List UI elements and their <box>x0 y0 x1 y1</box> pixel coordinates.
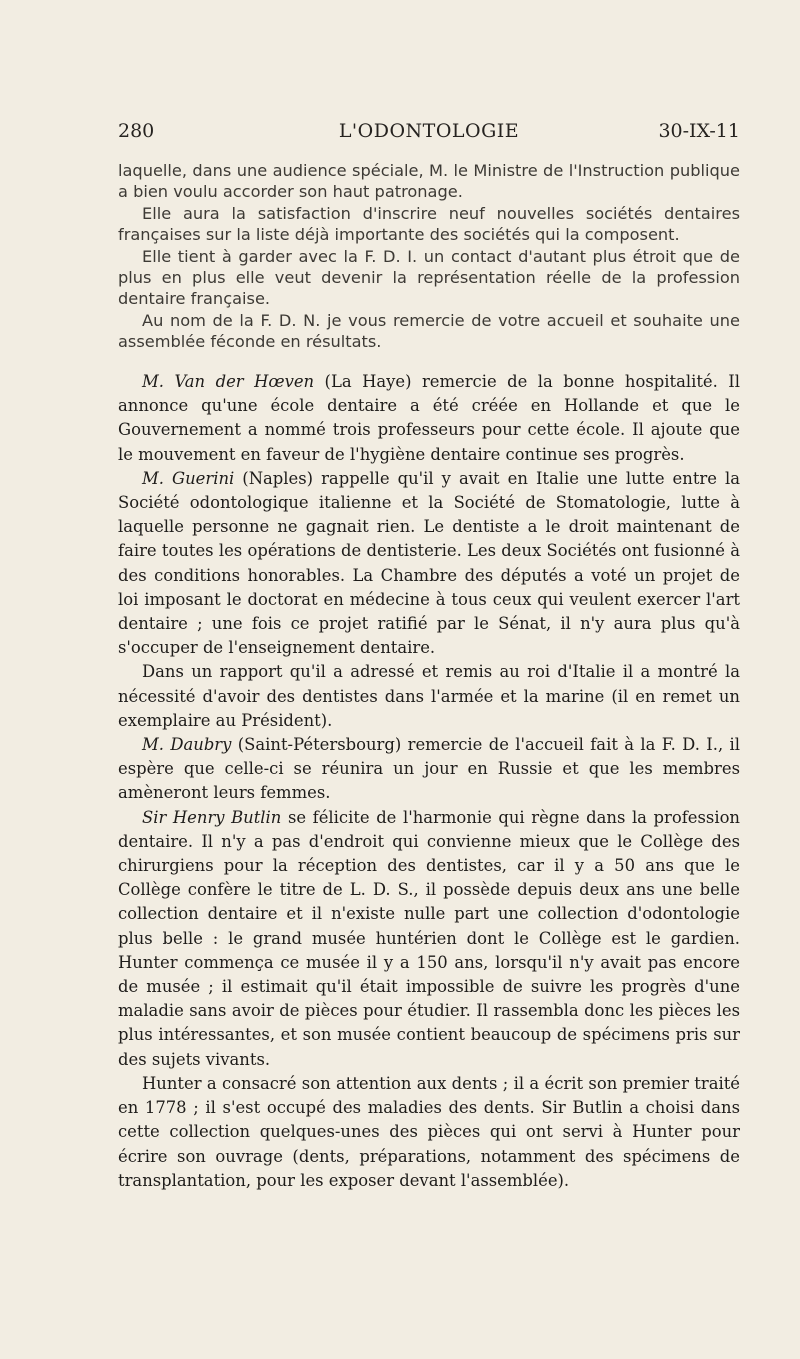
letter-closing-section <box>118 160 740 353</box>
paragraph: laquelle, dans une audience spéciale, M. le Ministre de l'Instruction publique a bien voulu accorder son haut patronage. <box>118 161 740 202</box>
speaker-name: M. Van der Hœven <box>142 372 315 391</box>
issue-reference: 30-IX-11 <box>658 120 740 142</box>
journal-title: L'ODONTOLOGIE <box>338 120 520 142</box>
paragraph: Au nom de la F. D. N. je vous remercie de votre accueil et souhaite une assemblée féconde en résultats. <box>118 310 740 352</box>
running-header <box>118 120 740 146</box>
speaker-name: Sir Henry Butlin <box>142 807 282 827</box>
speech-paragraph <box>118 1072 740 1193</box>
speech-paragraph <box>118 733 740 806</box>
speech-paragraph <box>118 660 740 733</box>
page-number: 280 <box>118 120 155 142</box>
speech-text: Hunter a consacré son attention aux dents ; il a écrit son premier traité en 1778 ; il s'est occupé des maladies des dents. Sir Butlin a choisi dans cette collection quelques-unes des pièces qui ont servi à Hunter pour écrire son ouvrage (dents, préparations, notamment des spécimens de transplantation, pour les exposer devant l'assemblée). <box>118 1073 740 1190</box>
speeches-section <box>118 370 740 1193</box>
speech-text: (La Haye) remercie de la bonne hospitalité. Il annonce qu'une école dentaire a été créée en Hollande et que le Gouvernement a nommé trois professeurs pour cette école. Il ajoute que le mouvement en faveur de l'hygiène dentaire continue ses progrès. <box>118 372 740 464</box>
paragraph: Elle aura la satisfaction d'inscrire neuf nouvelles sociétés dentaires françaises sur la liste déjà importante des sociétés qui la composent. <box>118 203 740 245</box>
speech-paragraph <box>118 467 740 661</box>
speech-text: se félicite de l'harmonie qui règne dans la profession dentaire. Il n'y a pas d'endroit qui convienne mieux que le Collège des chirurgiens pour la réception des dentistes, car il y a 50 ans que le Collège confère le titre de L. D. S., il possède depuis deux ans une belle collection dentaire et il n'existe nulle part une collection d'odontologie plus belle : le grand musée huntérien dont le Collège est le gardien. Hunter commença ce musée il y a 150 ans, lorsqu'il n'y avait pas encore de musée ; il estimait qu'il était impossible de suivre les progrès d'une maladie sans avoir de pièces pour étudier. Il rassembla donc les pièces les plus intéressantes, et son musée contient beaucoup de spécimens pris sur des sujets vivants. <box>118 807 740 1069</box>
speaker-name: M. Guerini <box>142 468 235 488</box>
speech-text: (Saint-Pétersbourg) remercie de l'accueil fait à la F. D. I., il espère que celle-ci se réunira un jour en Russie et que les membres amèneront leurs femmes. <box>118 735 741 803</box>
speech-paragraph <box>118 370 740 467</box>
speech-text: (Naples) rappelle qu'il y avait en Italie une lutte entre la Société odontologique italienne et la Société de Stomatologie, lutte à laquelle personne ne gagnait rien. Le dentiste a le droit maintenant de faire toutes les opérations de dentisterie. Les deux Sociétés ont fusionné à des conditions honorables. La Chambre des députés a voté un projet de loi imposant le doctorat en médecine à tous ceux qui veulent exercer l'art dentaire ; une fois ce projet ratifié par le Sénat, il n'y aura plus qu'à s'occuper de l'enseignement dentaire. <box>118 468 740 658</box>
speaker-name: M. Daubry <box>142 735 232 755</box>
speech-text: Dans un rapport qu'il a adressé et remis au roi d'Italie il a montré la nécessité d'avoir des dentistes dans l'armée et la marine (il en remet un exemplaire au Président). <box>118 662 740 730</box>
paragraph: Elle tient à garder avec la F. D. I. un contact d'autant plus étroit que de plus en plus elle veut devenir la représentation réelle de la profession dentaire française. <box>118 246 740 309</box>
speech-paragraph <box>118 806 740 1072</box>
